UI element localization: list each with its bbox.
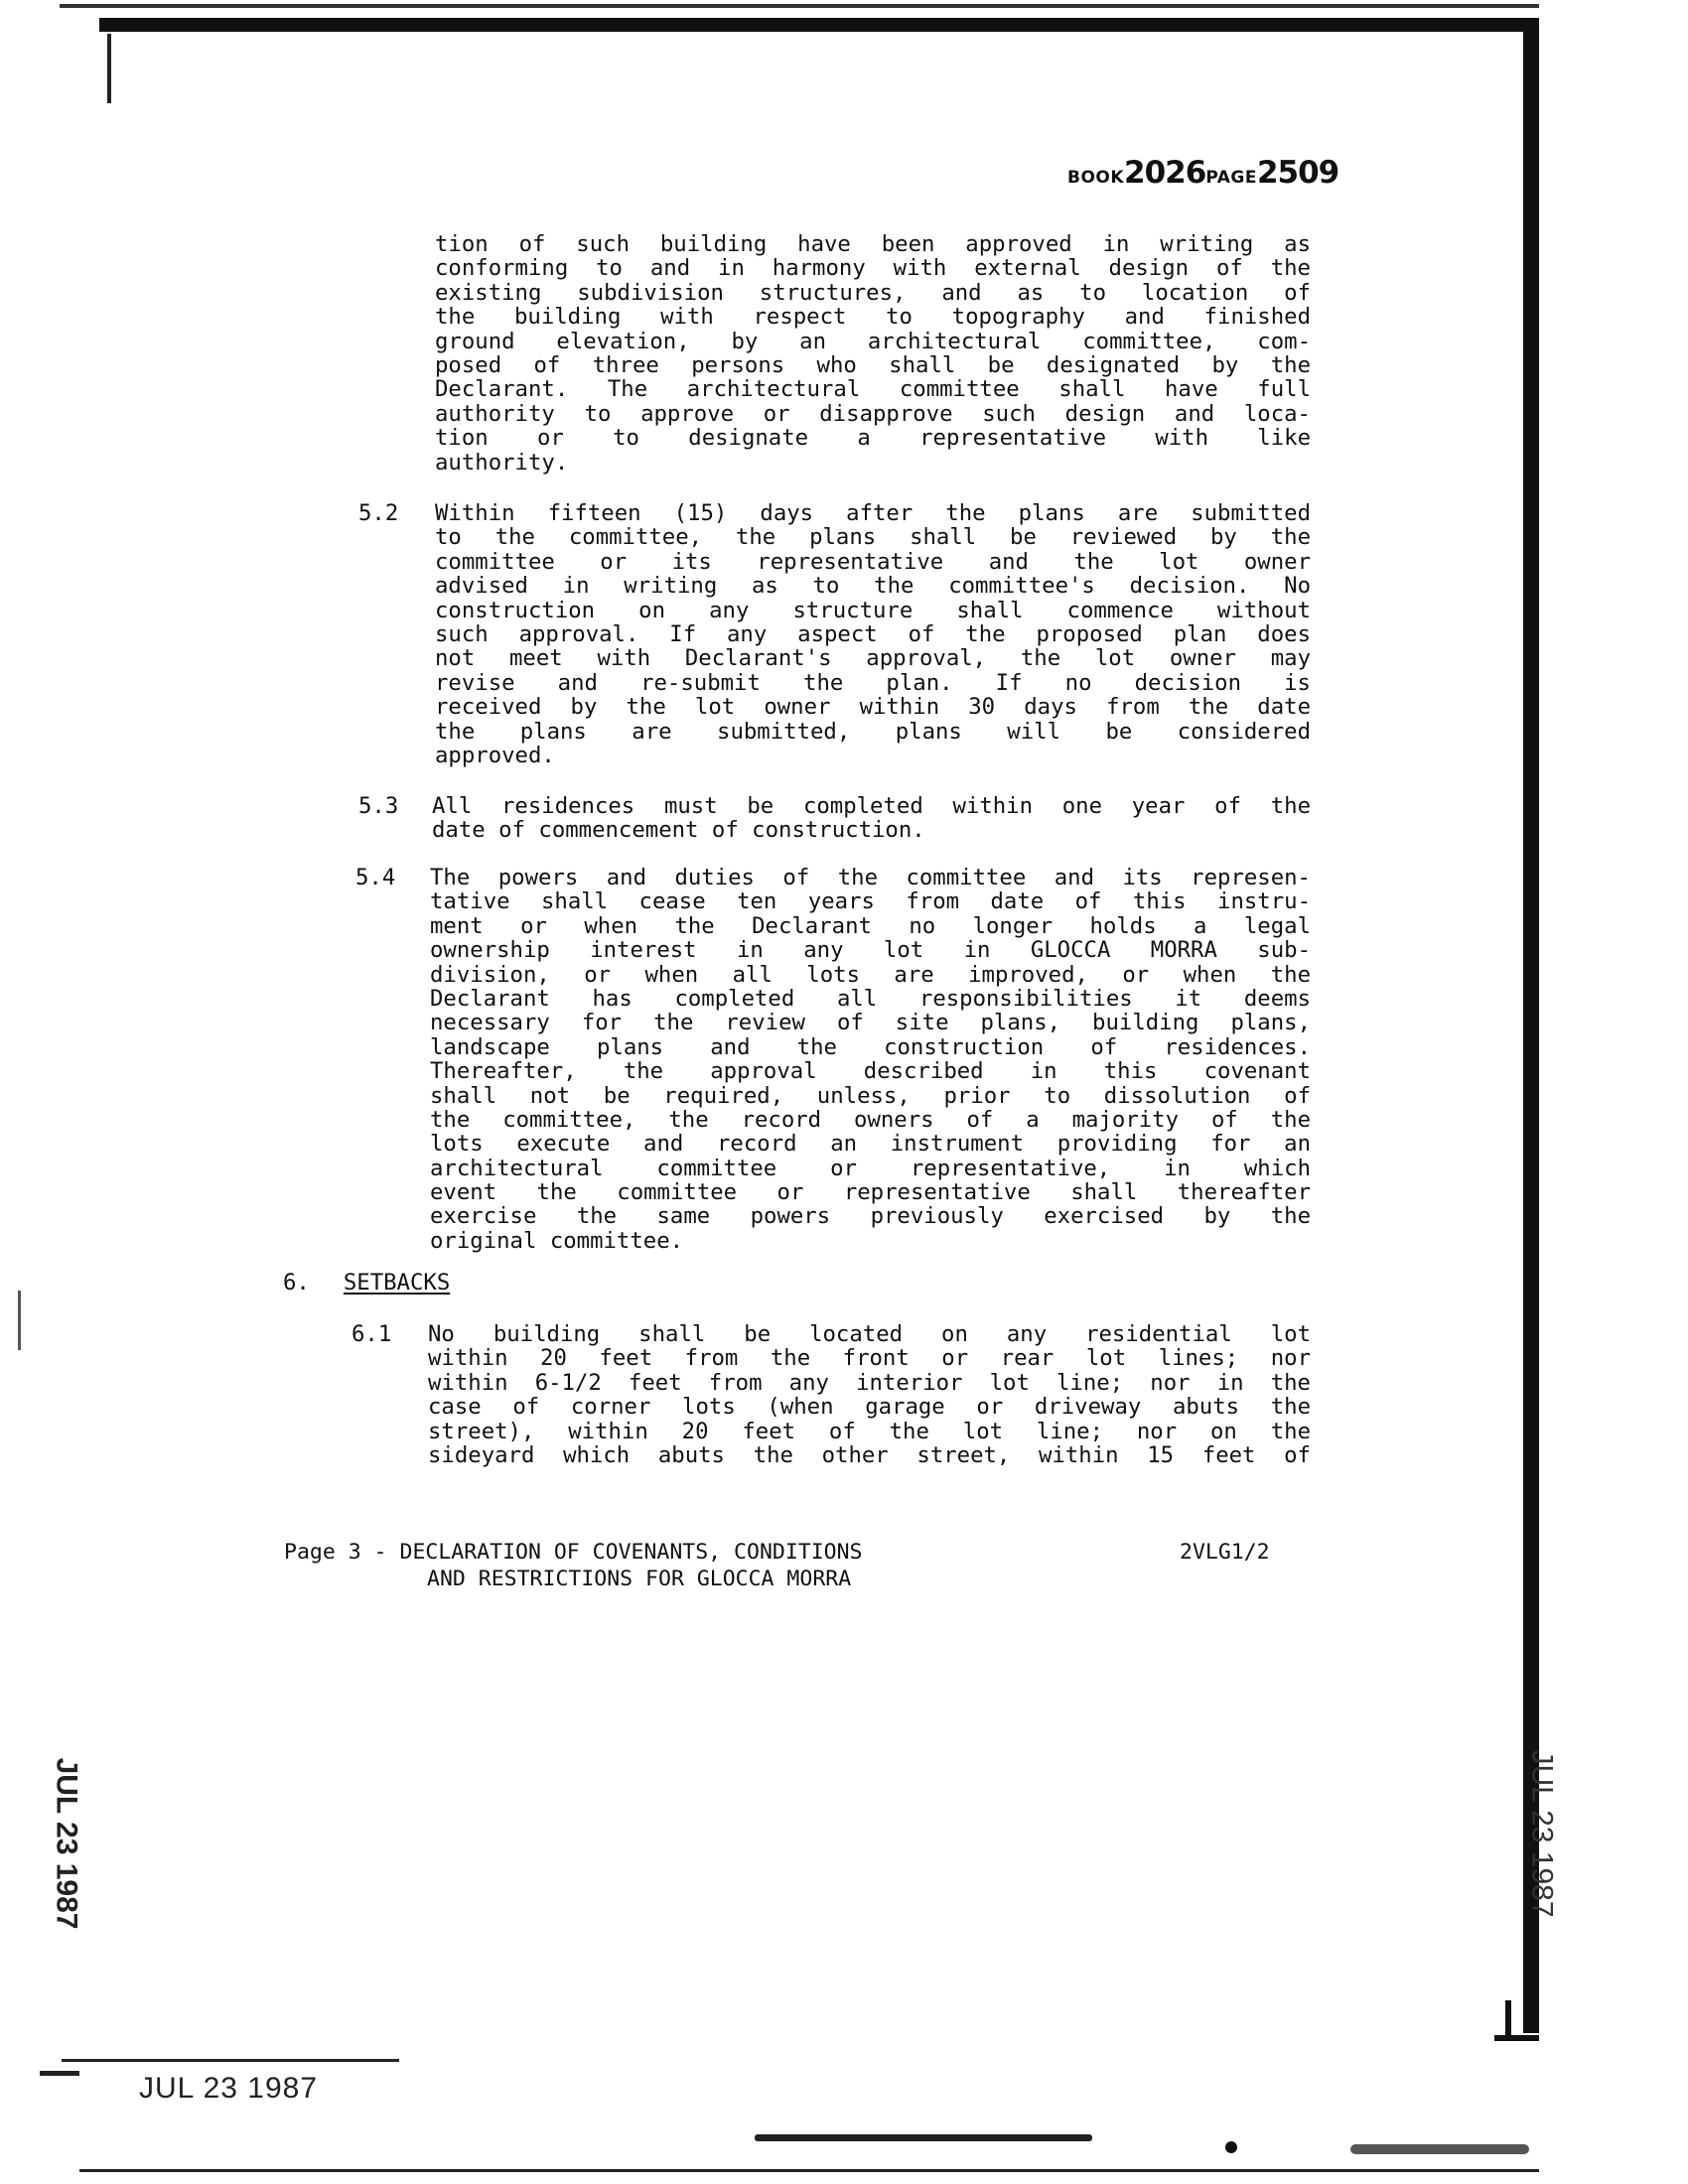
footer-title-line-1: DECLARATION OF COVENANTS, CONDITIONS (399, 1540, 863, 1565)
section-number-5-4: 5.4 (355, 865, 396, 890)
scan-smudge-bottom (755, 2134, 1092, 2141)
recording-date-stamp-left: JUL 23 1987 (50, 1757, 83, 1930)
text-line: to the committee, the plans shall be reviewed by the (435, 525, 1311, 550)
section-5-4-text (430, 866, 1311, 1253)
text-line: revise and re-submit the plan. If no decision is (435, 670, 1311, 696)
footer-title-line-2: AND RESTRICTIONS FOR GLOCCA MORRA (427, 1567, 852, 1591)
text-line: All residences must be completed within one year of the (432, 794, 1311, 819)
recording-date-stamp-right: JUL 23 1987 (1525, 1749, 1559, 1918)
text-line: sideyard which abuts the other street, within 15 feet of (428, 1442, 1311, 1468)
text-line: ownership interest in any lot in GLOCCA MORRA sub- (430, 938, 1311, 963)
scan-border-top (99, 18, 1539, 32)
text-line: conforming to and in harmony with external design of the (435, 256, 1311, 281)
stamp-underline (62, 2059, 399, 2062)
text-line: event the committee or representative shall thereafter (430, 1180, 1311, 1205)
text-line: approved. (435, 743, 555, 768)
text-line: The powers and duties of the committee and its represen- (430, 866, 1311, 890)
text-line: original committee. (430, 1228, 684, 1254)
text-line: ground elevation, by an architectural committee, com- (435, 329, 1311, 353)
section-6-heading (283, 1271, 450, 1295)
text-line: existing subdivision structures, and as to location of (435, 280, 1311, 306)
text-line: shall not be required, unless, prior to dissolution of (430, 1083, 1311, 1108)
text-line: tative shall cease ten years from date of this instru- (430, 889, 1311, 914)
text-line: tion or to designate a representative with like (435, 426, 1311, 451)
book-label: BOOK (1067, 168, 1125, 188)
scan-dot-bottom (1225, 2141, 1237, 2153)
scan-border-right-notch (1494, 2035, 1539, 2041)
text-line: within 6-1/2 feet from any interior lot line; nor in the (428, 1370, 1311, 1396)
text-line: construction on any structure shall commence without (435, 598, 1311, 622)
footer-page-label: Page 3 - (284, 1540, 387, 1565)
section-number-5-3: 5.3 (358, 793, 399, 819)
page-number: 2509 (1256, 155, 1339, 191)
text-line: date of commencement of construction. (432, 818, 925, 843)
text-line: advised in writing as to the committee's decision. No (435, 574, 1311, 599)
scan-border-top-thin (60, 4, 1539, 8)
intro-paragraph (435, 232, 1311, 475)
page-footer (284, 1539, 863, 1592)
text-line: within 20 feet from the front or rear lot lines; nor (428, 1346, 1311, 1371)
book-number: 2026 (1124, 155, 1206, 191)
text-line: Declarant. The architectural committee shall have full (435, 377, 1311, 402)
section-6-1-text (428, 1322, 1311, 1467)
text-line: the building with respect to topography and finished (435, 305, 1311, 330)
section-number-6: 6. (283, 1270, 310, 1296)
text-line: landscape plans and the construction of residences. (430, 1034, 1311, 1060)
text-line: necessary for the review of site plans, building plans, (430, 1011, 1311, 1035)
text-line: authority to approve or disapprove such design and loca- (435, 401, 1311, 427)
text-line: the plans are submitted, plans will be considered (435, 719, 1311, 744)
text-line: received by the lot owner within 30 days from the date (435, 695, 1311, 720)
scan-smudge-bottom-right (1350, 2144, 1529, 2154)
section-number-5-2: 5.2 (358, 500, 399, 526)
text-line: No building shall be located on any residential lot (428, 1322, 1311, 1347)
text-line: exercise the same powers previously exercised by the (430, 1204, 1311, 1229)
text-line: lots execute and record an instrument providing for an (430, 1132, 1311, 1157)
book-page-reference (1067, 155, 1338, 191)
scan-border-bottom (79, 2169, 1539, 2172)
recording-date-stamp: JUL 23 1987 (139, 2072, 319, 2105)
page-label: PAGE (1205, 168, 1257, 188)
text-line: division, or when all lots are improved, or when the (430, 962, 1311, 987)
text-line: tion of such building have been approved in writing as (435, 232, 1311, 257)
text-line: architectural committee or representative, in which (430, 1156, 1311, 1181)
scan-mark-left (18, 1291, 21, 1350)
section-5-3-text (432, 794, 1311, 843)
section-6-title: SETBACKS (343, 1270, 451, 1296)
text-line: not meet with Declarant's approval, the lot owner may (435, 646, 1311, 671)
scan-border-right (1523, 18, 1539, 2033)
text-line: authority. (435, 450, 569, 475)
scan-border-right-end (1505, 2000, 1511, 2040)
section-5-2-text (435, 501, 1311, 767)
text-line: case of corner lots (when garage or driveway abuts the (428, 1395, 1311, 1420)
text-line: posed of three persons who shall be designated by the (435, 352, 1311, 378)
text-line: Thereafter, the approval described in this covenant (430, 1059, 1311, 1084)
text-line: ment or when the Declarant no longer holds a legal (430, 913, 1311, 939)
stamp-mark (40, 2071, 79, 2076)
text-line: Declarant has completed all responsibilities it deems (430, 986, 1311, 1012)
section-number-6-1: 6.1 (352, 1321, 392, 1347)
text-line: Within fifteen (15) days after the plans are submitted (435, 501, 1311, 526)
text-line: committee or its representative and the lot owner (435, 549, 1311, 575)
scan-border-left-tick (107, 34, 111, 103)
footer-document-code: 2VLG1/2 (1180, 1540, 1270, 1565)
text-line: street), within 20 feet of the lot line; nor on the (428, 1419, 1311, 1443)
text-line: such approval. If any aspect of the proposed plan does (435, 621, 1311, 647)
text-line: the committee, the record owners of a majority of the (430, 1107, 1311, 1133)
